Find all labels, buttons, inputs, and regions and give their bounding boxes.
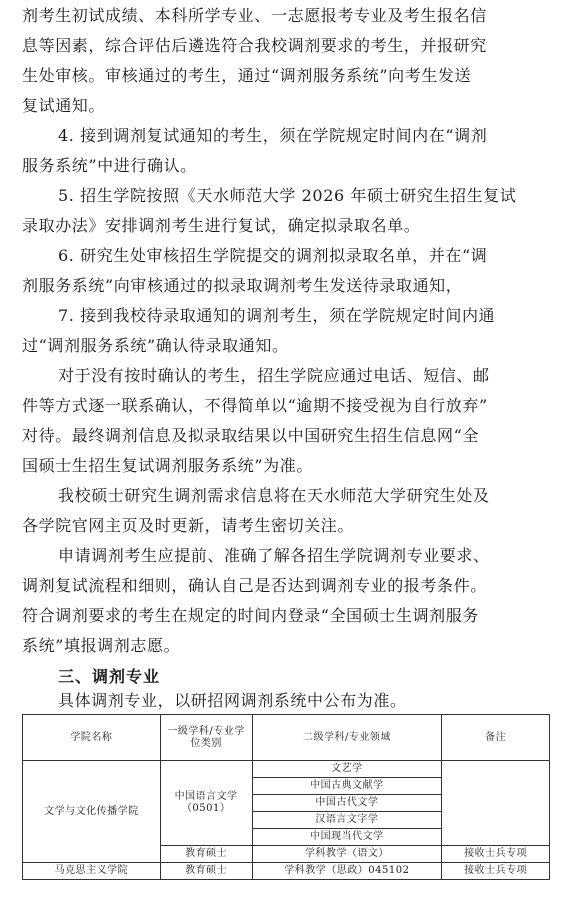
text-line: 各学院官网主页及时更新，请考生密切关注。	[22, 516, 355, 535]
text-line: 剂考生初试成绩、本科所学专业、一志愿报考专业及考生报名信	[22, 6, 487, 25]
note-cell	[442, 761, 550, 846]
text-line: 4. 接到调剂复试通知的考生，须在学院规定时间内在“调剂	[58, 126, 488, 145]
header-note: 备注	[442, 715, 550, 761]
header-college: 学院名称	[23, 715, 161, 761]
table-header-row	[23, 715, 550, 761]
text-line: 对于没有按时确认的考生，招生学院应通过电话、短信、邮	[58, 366, 490, 385]
field-cell: 汉语言文字学	[252, 812, 442, 829]
discipline-cell: 中国语言文学（0501）	[160, 761, 252, 846]
text-line: 复试通知。	[22, 96, 106, 115]
text-line: 录取办法》安排调剂考生进行复试，确定拟录取名单。	[22, 216, 421, 235]
text-line: 过“调剂服务系统”确认待录取通知。	[22, 336, 289, 355]
table-row	[23, 761, 550, 778]
text-line: 我校硕士研究生调剂需求信息将在天水师范大学研究生处及	[58, 486, 490, 505]
section-heading: 三、调剂专业	[58, 667, 161, 686]
text-line: 国硕士生招生复试调剂服务系统”为准。	[22, 456, 313, 475]
text-line: 7. 接到我校待录取通知的调剂考生，须在学院规定时间内通	[58, 306, 496, 325]
table-row	[23, 863, 550, 880]
text-line: 6. 研究生处审核招生学院提交的调剂拟录取名单，并在“调	[58, 246, 488, 265]
text-line: 息等因素，综合评估后遴选符合我校调剂要求的考生，并报研究	[22, 36, 487, 55]
field-cell: 文艺学	[252, 761, 442, 778]
majors-table	[22, 714, 550, 880]
field-cell: 学科教学（思政）045102	[252, 863, 442, 880]
field-cell: 中国古典文献学	[252, 778, 442, 795]
text-line: 申请调剂考生应提前、准确了解各招生学院调剂专业要求、	[58, 546, 490, 565]
note-cell: 接收士兵专项	[442, 863, 550, 880]
text-line: 件等方式逐一联系确认，不得简单以“逾期不接受视为自行放弃”	[22, 396, 488, 415]
text-line: 对待。最终调剂信息及拟录取结果以中国研究生招生信息网“全	[22, 426, 479, 445]
note-cell: 接收士兵专项	[442, 846, 550, 863]
field-cell: 中国古代文学	[252, 795, 442, 812]
category-cell: 教育硕士	[160, 846, 252, 863]
category-cell: 教育硕士	[160, 863, 252, 880]
header-field: 二级学科/专业领域	[252, 715, 442, 761]
field-cell: 中国现当代文学	[252, 829, 442, 846]
text-line: 5. 招生学院按照《天水师范大学 2026 年硕士研究生招生复试	[58, 186, 517, 205]
header-discipline: 一级学科/专业学位类别	[160, 715, 252, 761]
text-line: 符合调剂要求的考生在规定的时间内登录“全国硕士生调剂服务	[22, 606, 479, 625]
text-line: 调剂复试流程和细则，确认自己是否达到调剂专业的报考条件。	[22, 576, 487, 595]
text-line: 剂服务系统”向审核通过的拟录取调剂考生发送待录取通知，	[22, 276, 463, 295]
college-cell: 文学与文化传播学院	[23, 761, 161, 863]
text-line: 服务系统”中进行确认。	[22, 156, 197, 175]
field-cell: 学科教学（语文）	[252, 846, 442, 863]
text-line: 生处审核。审核通过的考生，通过“调剂服务系统”向考生发送	[22, 66, 472, 85]
text-line: 系统”填报调剂志愿。	[22, 636, 181, 655]
college-cell: 马克思主义学院	[23, 863, 161, 880]
section-intro: 具体调剂专业，以研招网调剂系统中公布为准。	[58, 691, 407, 710]
